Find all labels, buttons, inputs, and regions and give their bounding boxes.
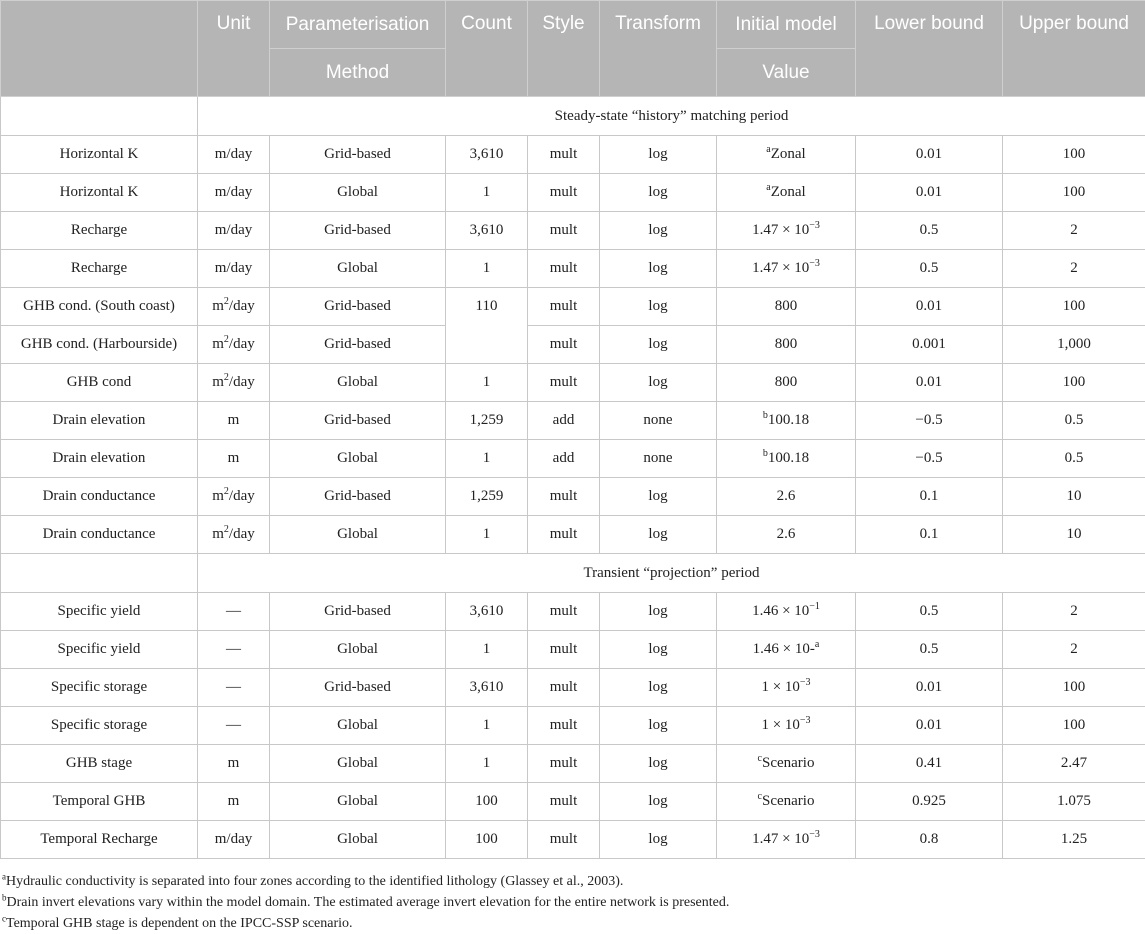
table-row — [1, 478, 1145, 516]
cell-transform: log — [600, 745, 717, 783]
unit-rest: /day — [229, 526, 255, 542]
cell-transform: log — [600, 136, 717, 174]
cell-lower-bound: 0.5 — [856, 250, 1003, 288]
cell-parameter: Specific yield — [1, 631, 198, 669]
cell-count: 1 — [446, 631, 528, 669]
cell-initial-value — [717, 707, 856, 745]
initial-text: 800 — [775, 374, 798, 390]
unit-rest: /day — [229, 298, 255, 314]
cell-count: 100 — [446, 783, 528, 821]
cell-parameter: GHB cond — [1, 364, 198, 402]
cell-transform: none — [600, 440, 717, 478]
initial-exponent: a — [815, 639, 819, 650]
section-title: Transient “projection” period — [198, 554, 1145, 593]
cell-initial-value — [717, 821, 856, 859]
initial-base: 1 × 10 — [761, 717, 799, 733]
cell-parameter: Drain elevation — [1, 440, 198, 478]
cell-transform: log — [600, 783, 717, 821]
initial-text: Scenario — [762, 755, 814, 771]
cell-unit — [198, 288, 270, 326]
table-row — [1, 631, 1145, 669]
cell-method: Global — [270, 783, 446, 821]
table-row — [1, 745, 1145, 783]
footnote-ref: c — [758, 791, 762, 802]
header-lower-bound: Lower bound — [856, 1, 1003, 97]
initial-exponent: −3 — [809, 220, 820, 231]
cell-method: Global — [270, 364, 446, 402]
unit-rest: /day — [229, 374, 255, 390]
cell-initial-value — [717, 593, 856, 631]
cell-unit: m/day — [198, 250, 270, 288]
section-transient — [1, 554, 1145, 593]
cell-count: 3,610 — [446, 669, 528, 707]
cell-method: Grid-based — [270, 669, 446, 707]
cell-unit: m — [198, 745, 270, 783]
table-row — [1, 516, 1145, 554]
cell-method: Global — [270, 707, 446, 745]
cell-initial-value — [717, 212, 856, 250]
cell-parameter: Specific storage — [1, 669, 198, 707]
cell-style: mult — [528, 745, 600, 783]
cell-method: Grid-based — [270, 593, 446, 631]
cell-lower-bound: 0.01 — [856, 707, 1003, 745]
cell-count: 1 — [446, 745, 528, 783]
cell-style: mult — [528, 821, 600, 859]
cell-parameter: Temporal GHB — [1, 783, 198, 821]
cell-lower-bound: 0.41 — [856, 745, 1003, 783]
cell-parameter: Recharge — [1, 250, 198, 288]
header-unit: Unit — [198, 1, 270, 97]
initial-base: 1.46 × 10 — [752, 603, 809, 619]
cell-initial-value — [717, 631, 856, 669]
cell-transform: none — [600, 402, 717, 440]
cell-initial-value — [717, 783, 856, 821]
cell-lower-bound: 0.01 — [856, 136, 1003, 174]
table-row — [1, 136, 1145, 174]
cell-upper-bound: 10 — [1003, 478, 1145, 516]
header-count: Count — [446, 1, 528, 97]
footnote-ref: c — [758, 753, 762, 764]
unit-base: m — [212, 336, 224, 352]
cell-upper-bound: 100 — [1003, 364, 1145, 402]
table-header — [1, 1, 1145, 97]
cell-transform: log — [600, 516, 717, 554]
cell-lower-bound: −0.5 — [856, 402, 1003, 440]
cell-initial-value — [717, 136, 856, 174]
cell-method: Grid-based — [270, 478, 446, 516]
cell-lower-bound: 0.1 — [856, 516, 1003, 554]
cell-parameter: Horizontal K — [1, 174, 198, 212]
initial-base: 1.46 × 10- — [753, 641, 815, 657]
cell-upper-bound: 1.25 — [1003, 821, 1145, 859]
cell-method: Grid-based — [270, 326, 446, 364]
cell-unit — [198, 516, 270, 554]
cell-count: 110 — [446, 288, 528, 364]
cell-unit: — — [198, 669, 270, 707]
cell-unit: m/day — [198, 136, 270, 174]
cell-lower-bound: 0.5 — [856, 212, 1003, 250]
cell-transform: log — [600, 364, 717, 402]
cell-unit: — — [198, 631, 270, 669]
cell-parameter: Horizontal K — [1, 136, 198, 174]
cell-transform: log — [600, 174, 717, 212]
cell-transform: log — [600, 593, 717, 631]
cell-transform: log — [600, 707, 717, 745]
footnote-text: Hydraulic conductivity is separated into four zones according to the identified lithology (Glassey et al., 2003). — [6, 874, 623, 889]
cell-initial-value — [717, 478, 856, 516]
cell-style: add — [528, 440, 600, 478]
cell-upper-bound: 100 — [1003, 136, 1145, 174]
table-row — [1, 402, 1145, 440]
cell-method: Global — [270, 250, 446, 288]
unit-base: m — [212, 374, 224, 390]
cell-style: mult — [528, 783, 600, 821]
cell-upper-bound: 1.075 — [1003, 783, 1145, 821]
table-row — [1, 707, 1145, 745]
cell-transform: log — [600, 326, 717, 364]
cell-lower-bound: 0.1 — [856, 478, 1003, 516]
header-name — [1, 1, 198, 97]
cell-count: 1,259 — [446, 478, 528, 516]
cell-unit: — — [198, 593, 270, 631]
cell-transform: log — [600, 288, 717, 326]
cell-initial-value — [717, 440, 856, 478]
cell-lower-bound: 0.01 — [856, 669, 1003, 707]
cell-count: 1 — [446, 707, 528, 745]
initial-base: 1.47 × 10 — [752, 222, 809, 238]
cell-unit — [198, 478, 270, 516]
cell-count: 1,259 — [446, 402, 528, 440]
cell-initial-value — [717, 250, 856, 288]
cell-method: Grid-based — [270, 288, 446, 326]
table-row — [1, 326, 1145, 364]
cell-unit: m — [198, 783, 270, 821]
header-transform: Transform — [600, 1, 717, 97]
initial-text: 2.6 — [777, 488, 796, 504]
cell-style: mult — [528, 326, 600, 364]
cell-count: 1 — [446, 516, 528, 554]
cell-transform: log — [600, 478, 717, 516]
cell-unit: — — [198, 707, 270, 745]
cell-count: 1 — [446, 364, 528, 402]
cell-parameter: GHB cond. (South coast) — [1, 288, 198, 326]
initial-exponent: −3 — [809, 258, 820, 269]
cell-style: mult — [528, 364, 600, 402]
unit-base: m — [212, 526, 224, 542]
cell-style: mult — [528, 250, 600, 288]
cell-style: add — [528, 402, 600, 440]
table-row — [1, 364, 1145, 402]
cell-lower-bound: 0.01 — [856, 288, 1003, 326]
cell-upper-bound: 2 — [1003, 631, 1145, 669]
cell-parameter: Drain conductance — [1, 478, 198, 516]
cell-count: 3,610 — [446, 593, 528, 631]
table-row — [1, 250, 1145, 288]
cell-upper-bound: 2 — [1003, 250, 1145, 288]
initial-text: 800 — [775, 298, 798, 314]
cell-initial-value — [717, 402, 856, 440]
cell-initial-value — [717, 288, 856, 326]
cell-lower-bound: 0.001 — [856, 326, 1003, 364]
initial-exponent: −3 — [800, 715, 811, 726]
cell-upper-bound: 100 — [1003, 174, 1145, 212]
cell-parameter: GHB stage — [1, 745, 198, 783]
cell-unit: m/day — [198, 212, 270, 250]
cell-lower-bound: −0.5 — [856, 440, 1003, 478]
unit-base: m — [212, 488, 224, 504]
cell-upper-bound: 2 — [1003, 212, 1145, 250]
initial-text: 2.6 — [777, 526, 796, 542]
initial-text: 100.18 — [768, 412, 809, 428]
cell-initial-value — [717, 516, 856, 554]
header-method: Method — [270, 49, 446, 97]
unit-exponent: 2 — [224, 372, 229, 383]
cell-count: 1 — [446, 440, 528, 478]
footnote-ref: a — [766, 144, 770, 155]
cell-initial-value — [717, 174, 856, 212]
cell-lower-bound: 0.5 — [856, 593, 1003, 631]
initial-text: Zonal — [771, 146, 806, 162]
cell-transform: log — [600, 631, 717, 669]
cell-upper-bound: 0.5 — [1003, 402, 1145, 440]
cell-lower-bound: 0.01 — [856, 364, 1003, 402]
cell-upper-bound: 10 — [1003, 516, 1145, 554]
cell-count: 100 — [446, 821, 528, 859]
cell-lower-bound: 0.5 — [856, 631, 1003, 669]
table-row — [1, 440, 1145, 478]
table-row — [1, 783, 1145, 821]
footnote-text: Temporal GHB stage is dependent on the IPCC-SSP scenario. — [6, 916, 353, 931]
table-body — [1, 97, 1145, 859]
table-row — [1, 288, 1145, 326]
cell-unit — [198, 326, 270, 364]
unit-exponent: 2 — [224, 486, 229, 497]
initial-base: 1 × 10 — [761, 679, 799, 695]
footnote-text: Drain invert elevations vary within the model domain. The estimated average invert elevation for the entire network is presented. — [7, 895, 730, 910]
cell-style: mult — [528, 631, 600, 669]
footnote-b — [2, 892, 1142, 913]
section-title: Steady-state “history” matching period — [198, 97, 1145, 136]
table-row — [1, 821, 1145, 859]
footnote-mark: b — [2, 892, 7, 902]
cell-transform: log — [600, 212, 717, 250]
initial-base: 1.47 × 10 — [752, 831, 809, 847]
initial-text: Scenario — [762, 793, 814, 809]
cell-unit: m — [198, 402, 270, 440]
table-row — [1, 212, 1145, 250]
cell-parameter: GHB cond. (Harbourside) — [1, 326, 198, 364]
initial-text: Zonal — [771, 184, 806, 200]
initial-exponent: −1 — [809, 601, 820, 612]
cell-style: mult — [528, 136, 600, 174]
footnote-mark: c — [2, 913, 6, 923]
cell-lower-bound: 0.925 — [856, 783, 1003, 821]
cell-parameter: Temporal Recharge — [1, 821, 198, 859]
unit-exponent: 2 — [224, 296, 229, 307]
cell-transform: log — [600, 669, 717, 707]
footnote-a — [2, 871, 1142, 892]
header-upper-bound: Upper bound — [1003, 1, 1145, 97]
unit-exponent: 2 — [224, 334, 229, 345]
footnote-mark: a — [2, 871, 6, 881]
cell-method: Global — [270, 745, 446, 783]
cell-method: Global — [270, 174, 446, 212]
cell-initial-value — [717, 669, 856, 707]
cell-method: Global — [270, 440, 446, 478]
cell-count: 1 — [446, 174, 528, 212]
cell-parameter: Drain elevation — [1, 402, 198, 440]
cell-upper-bound: 2 — [1003, 593, 1145, 631]
cell-count: 3,610 — [446, 136, 528, 174]
cell-initial-value — [717, 364, 856, 402]
cell-upper-bound: 1,000 — [1003, 326, 1145, 364]
initial-exponent: −3 — [809, 829, 820, 840]
cell-initial-value — [717, 326, 856, 364]
footnote-ref: b — [763, 410, 768, 421]
header-style: Style — [528, 1, 600, 97]
header-parameterisation: Parameterisation — [270, 1, 446, 49]
cell-upper-bound: 100 — [1003, 669, 1145, 707]
table-row — [1, 593, 1145, 631]
table-row — [1, 174, 1145, 212]
footnote-c — [2, 913, 1142, 934]
footnotes — [2, 871, 1142, 934]
initial-exponent: −3 — [800, 677, 811, 688]
cell-lower-bound: 0.01 — [856, 174, 1003, 212]
initial-text: 800 — [775, 336, 798, 352]
cell-upper-bound: 0.5 — [1003, 440, 1145, 478]
header-value: Value — [717, 49, 856, 97]
cell-method: Grid-based — [270, 402, 446, 440]
cell-style: mult — [528, 707, 600, 745]
cell-style: mult — [528, 593, 600, 631]
unit-rest: /day — [229, 488, 255, 504]
cell-transform: log — [600, 250, 717, 288]
cell-upper-bound: 100 — [1003, 707, 1145, 745]
cell-parameter: Specific storage — [1, 707, 198, 745]
initial-text: 100.18 — [768, 450, 809, 466]
initial-base: 1.47 × 10 — [752, 260, 809, 276]
section-steady-state — [1, 97, 1145, 136]
cell-transform: log — [600, 821, 717, 859]
cell-upper-bound: 2.47 — [1003, 745, 1145, 783]
cell-upper-bound: 100 — [1003, 288, 1145, 326]
cell-parameter: Drain conductance — [1, 516, 198, 554]
cell-method: Grid-based — [270, 136, 446, 174]
unit-rest: /day — [229, 336, 255, 352]
cell-initial-value — [717, 745, 856, 783]
cell-style: mult — [528, 174, 600, 212]
cell-unit: m — [198, 440, 270, 478]
cell-style: mult — [528, 212, 600, 250]
cell-style: mult — [528, 516, 600, 554]
cell-lower-bound: 0.8 — [856, 821, 1003, 859]
unit-exponent: 2 — [224, 524, 229, 535]
cell-style: mult — [528, 288, 600, 326]
cell-style: mult — [528, 478, 600, 516]
footnote-ref: b — [763, 448, 768, 459]
cell-method: Global — [270, 516, 446, 554]
cell-method: Global — [270, 631, 446, 669]
table-row — [1, 669, 1145, 707]
header-initial-model: Initial model — [717, 1, 856, 49]
cell-unit — [198, 364, 270, 402]
cell-count: 1 — [446, 250, 528, 288]
footnote-ref: a — [766, 182, 770, 193]
cell-method: Global — [270, 821, 446, 859]
section-spacer — [1, 97, 198, 136]
cell-style: mult — [528, 669, 600, 707]
unit-base: m — [212, 298, 224, 314]
cell-unit: m/day — [198, 174, 270, 212]
cell-parameter: Specific yield — [1, 593, 198, 631]
cell-method: Grid-based — [270, 212, 446, 250]
cell-count: 3,610 — [446, 212, 528, 250]
cell-unit: m/day — [198, 821, 270, 859]
section-spacer — [1, 554, 198, 593]
cell-parameter: Recharge — [1, 212, 198, 250]
